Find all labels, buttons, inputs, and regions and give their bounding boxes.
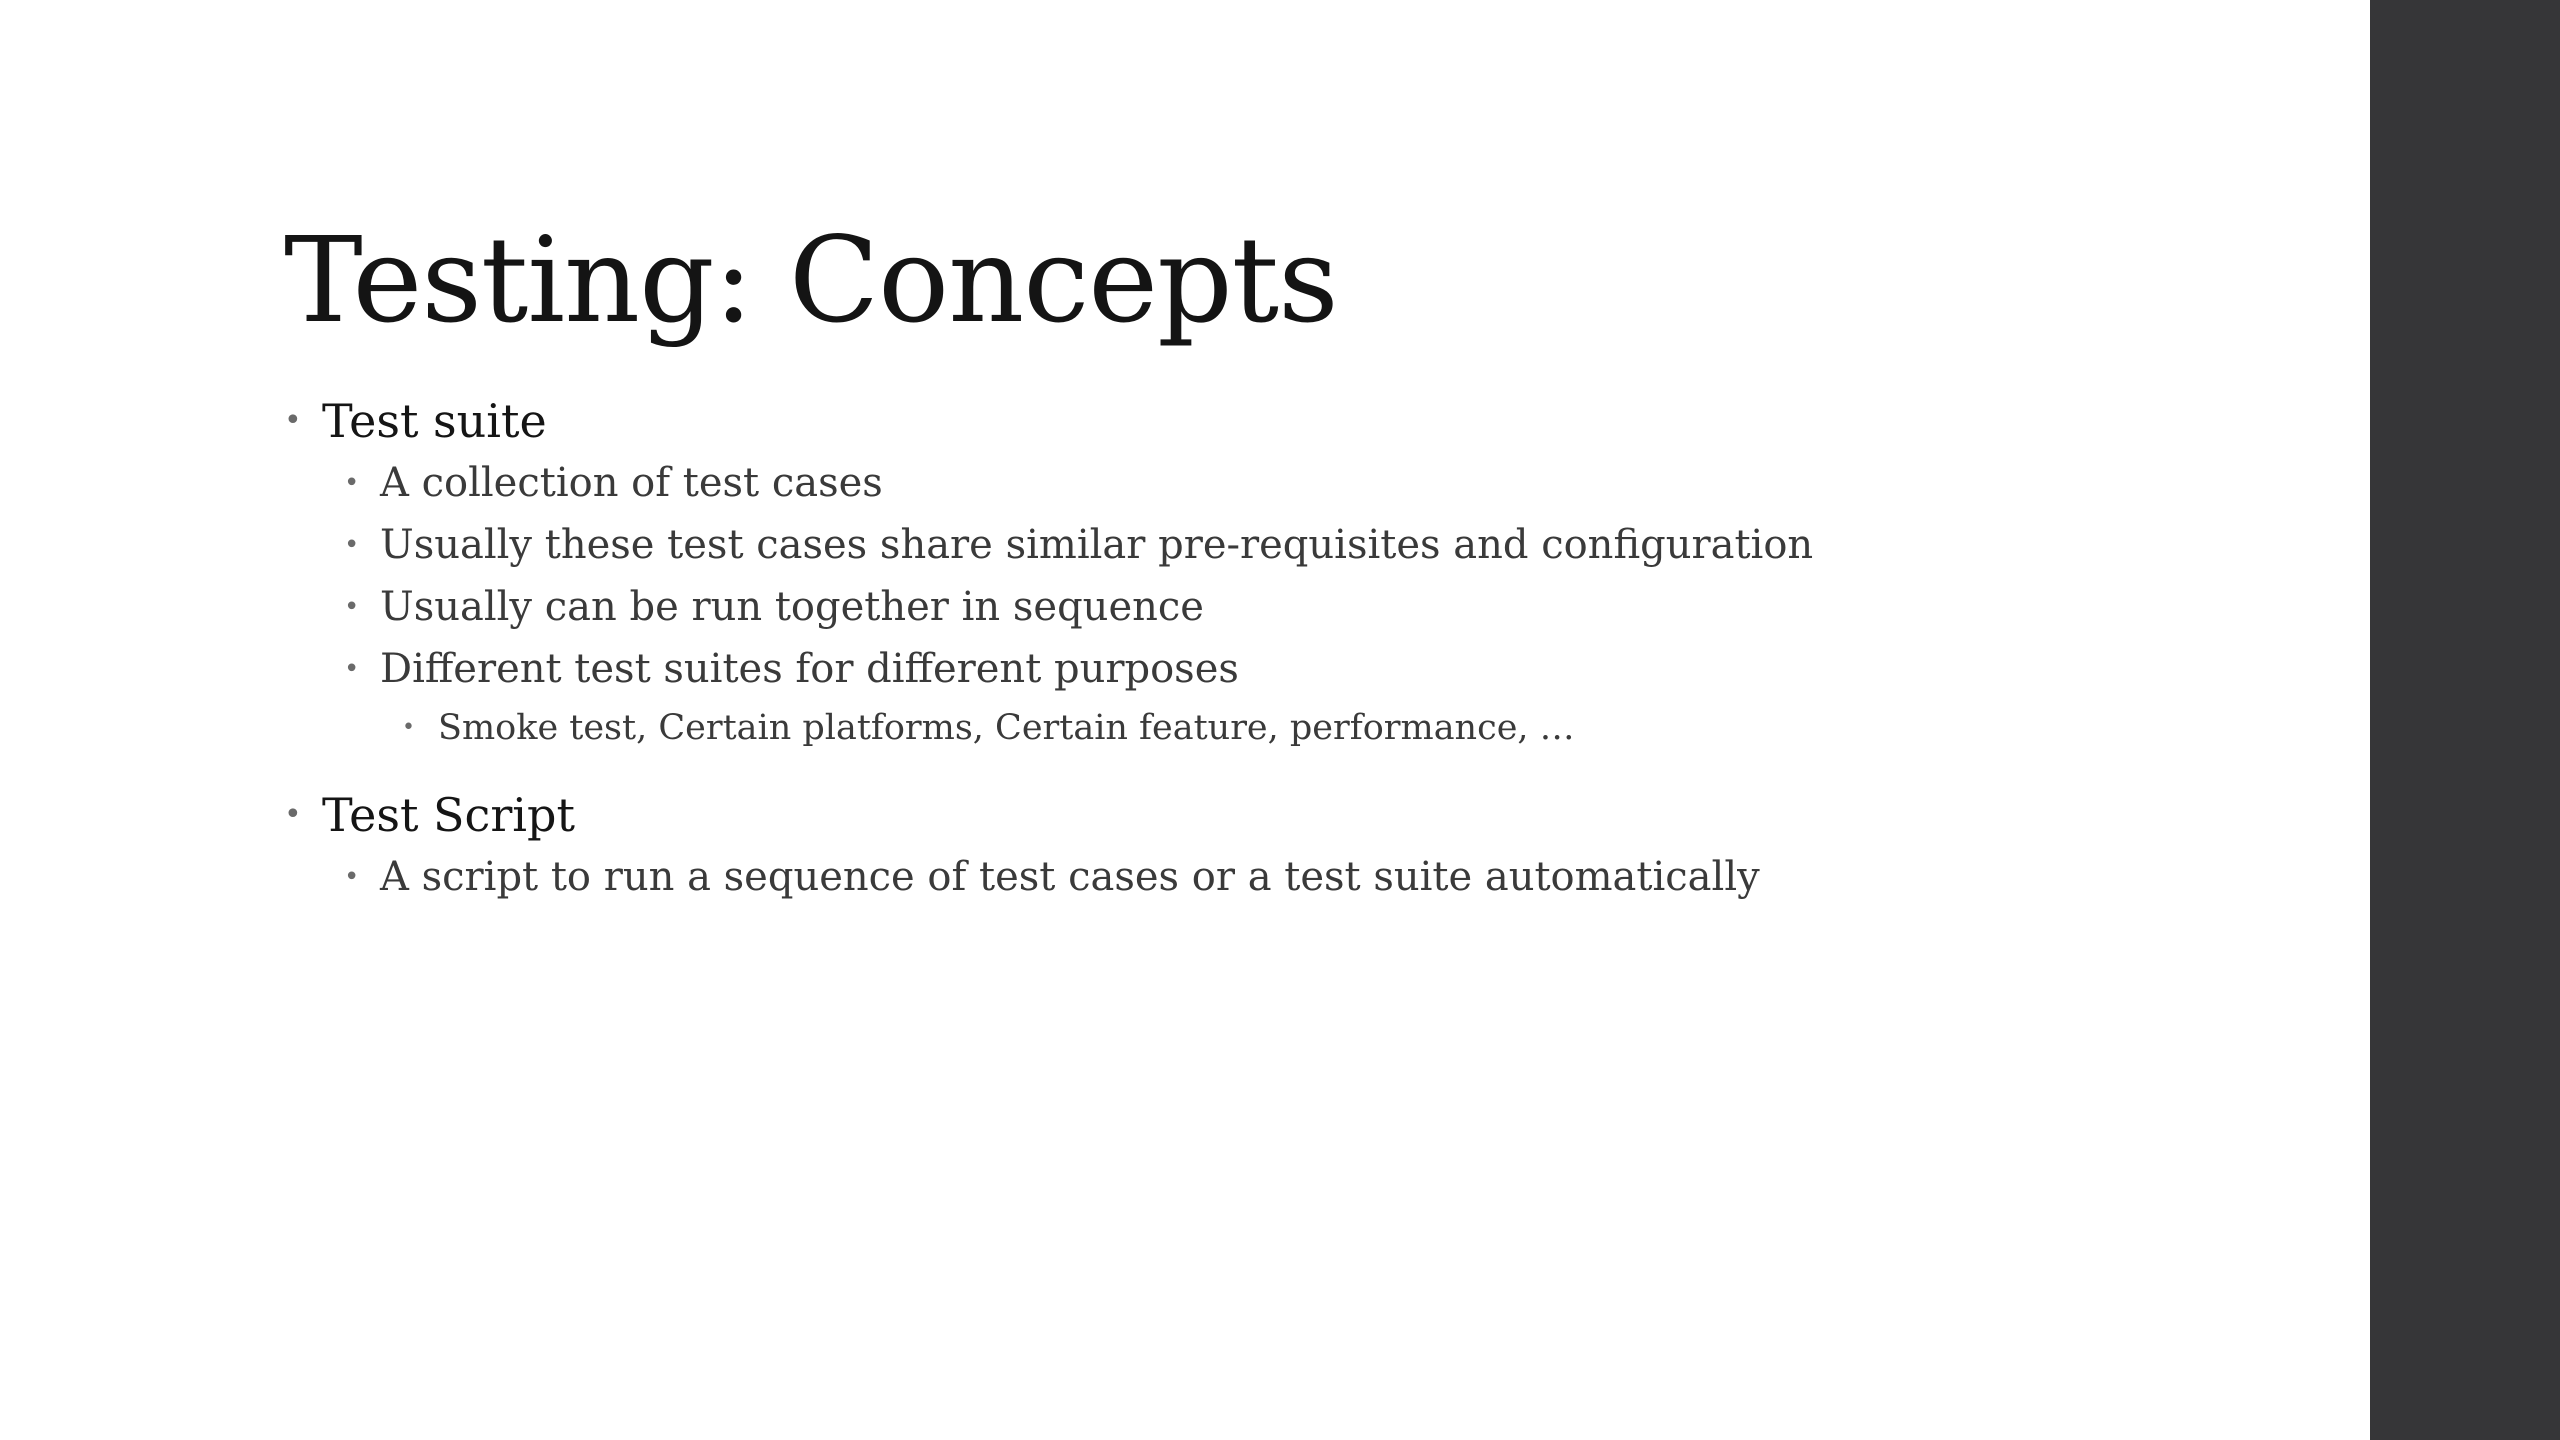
bullet-test-suite xyxy=(284,390,2284,452)
bullet-test-script xyxy=(284,784,2284,846)
bullet-text: A collection of test cases xyxy=(380,460,883,506)
bullet-dot-icon: • xyxy=(344,654,360,684)
bullet-dot-icon: • xyxy=(344,862,360,892)
sub-bullet xyxy=(284,452,2284,514)
bullet-dot-icon: • xyxy=(284,403,302,438)
sub-bullet xyxy=(284,514,2284,576)
spacer xyxy=(284,756,2284,784)
slide-title: Testing: Concepts xyxy=(284,211,1338,349)
bullet-text: Usually can be run together in sequence xyxy=(380,584,1204,630)
bullet-dot-icon: • xyxy=(344,530,360,560)
bullet-text: Test suite xyxy=(322,394,547,448)
sub-bullet xyxy=(284,638,2284,700)
sub-sub-bullet xyxy=(284,700,2284,756)
bullet-dot-icon: • xyxy=(284,797,302,832)
bullet-text: A script to run a sequence of test cases or a test suite automatically xyxy=(380,854,1760,900)
bullet-dot-icon: • xyxy=(344,592,360,622)
bullet-text: Test Script xyxy=(322,788,575,842)
bullet-text: Different test suites for different purposes xyxy=(380,646,1239,692)
decorative-side-bar xyxy=(2370,0,2560,1440)
bullet-dot-icon: • xyxy=(402,715,415,740)
bullet-text: Smoke test, Certain platforms, Certain feature, performance, … xyxy=(438,708,1575,748)
sub-bullet xyxy=(284,846,2284,908)
slide-content xyxy=(284,390,2284,908)
sub-bullet xyxy=(284,576,2284,638)
bullet-dot-icon: • xyxy=(344,468,360,498)
bullet-text: Usually these test cases share similar pre-requisites and configuration xyxy=(380,522,1814,568)
